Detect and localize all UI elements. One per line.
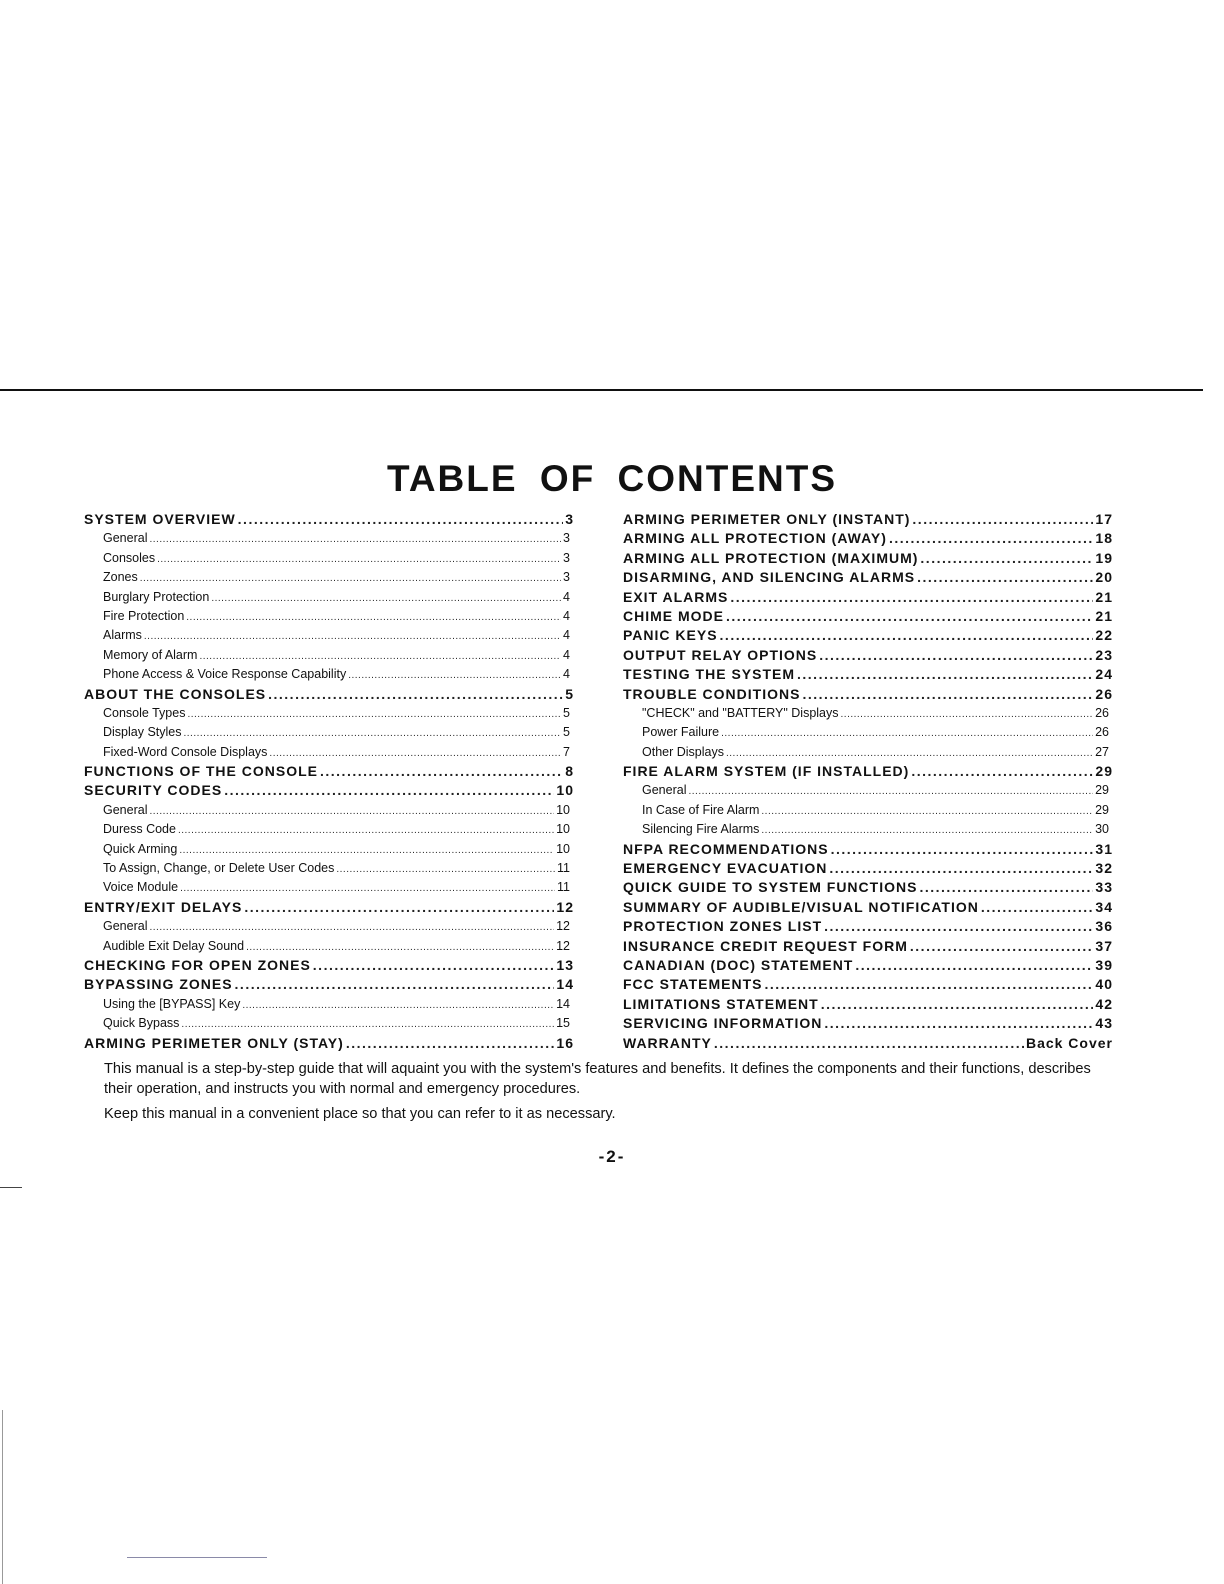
toc-entry-title: Silencing Fire Alarms <box>642 822 760 837</box>
dot-leader <box>829 859 1093 878</box>
toc-entry-title: TROUBLE CONDITIONS <box>623 685 801 702</box>
toc-entry-page: 12 <box>556 938 570 953</box>
dot-leader <box>224 781 554 800</box>
toc-entry-title: ENTRY/EXIT DELAYS <box>84 898 243 915</box>
dot-leader <box>235 975 555 994</box>
dot-leader <box>211 588 561 608</box>
toc-entry-page: 8 <box>565 763 574 780</box>
dot-leader <box>348 665 561 685</box>
toc-entry-page: 4 <box>563 589 570 604</box>
dot-leader <box>180 878 555 898</box>
dot-leader <box>269 743 561 763</box>
toc-entry[interactable] <box>84 859 574 878</box>
toc-entry-page: 30 <box>1095 822 1109 837</box>
toc-entry-title: Power Failure <box>642 725 720 740</box>
toc-entry[interactable] <box>84 607 574 626</box>
dot-leader <box>157 549 561 569</box>
dot-leader <box>824 1014 1093 1033</box>
toc-entry[interactable] <box>623 801 1113 820</box>
toc-entry-title: WARRANTY <box>623 1034 712 1051</box>
toc-entry[interactable] <box>84 626 574 645</box>
dot-leader <box>920 549 1093 568</box>
toc-entry[interactable] <box>84 917 574 936</box>
toc-entry[interactable] <box>623 898 1113 917</box>
toc-entry-title: Voice Module <box>103 880 179 895</box>
toc-entry-page: 31 <box>1095 840 1113 857</box>
toc-entry-page: 3 <box>563 570 570 585</box>
toc-entry-page: 26 <box>1095 725 1109 740</box>
toc-entry-title: Alarms <box>103 628 142 643</box>
toc-entry-title: OUTPUT RELAY OPTIONS <box>623 646 818 663</box>
toc-entry-page: 3 <box>563 531 570 546</box>
dot-leader <box>242 995 554 1015</box>
toc-entry-title: DISARMING, AND SILENCING ALARMS <box>623 569 916 586</box>
toc-entry-page: 19 <box>1095 549 1113 566</box>
toc-entry-page: Back Cover <box>1025 1034 1113 1051</box>
toc-entry[interactable] <box>84 568 574 587</box>
toc-entry[interactable] <box>623 878 1113 897</box>
dot-leader <box>184 723 562 743</box>
dot-leader <box>721 723 1093 743</box>
toc-entry[interactable] <box>623 1014 1113 1033</box>
dot-leader <box>199 646 561 666</box>
toc-entry-page: 4 <box>563 667 570 682</box>
toc-entry-page: 43 <box>1095 1015 1113 1032</box>
dot-leader <box>179 840 554 860</box>
toc-entry-title: CANADIAN (DOC) STATEMENT <box>623 956 854 973</box>
toc-entry[interactable] <box>84 762 574 781</box>
toc-entry-page: 14 <box>556 976 574 993</box>
dot-leader <box>149 529 561 549</box>
toc-entry-page: 11 <box>557 861 570 876</box>
toc-entry[interactable] <box>623 840 1113 859</box>
toc-entry-page: 29 <box>1095 802 1109 817</box>
toc-entry-title: ABOUT THE CONSOLES <box>84 685 267 702</box>
toc-entry-title: Consoles <box>103 550 156 565</box>
toc-entry-title: FUNCTIONS OF THE CONSOLE <box>84 763 318 780</box>
toc-entry-page: 36 <box>1095 918 1113 935</box>
dot-leader <box>819 646 1093 665</box>
toc-entry[interactable] <box>84 820 574 839</box>
toc-entry-page: 3 <box>563 550 570 565</box>
toc-entry[interactable] <box>84 781 574 800</box>
dot-leader <box>855 956 1093 975</box>
toc-entry-title: Using the [BYPASS] Key <box>103 996 241 1011</box>
toc-entry[interactable] <box>623 995 1113 1014</box>
toc-entry[interactable] <box>623 549 1113 568</box>
toc-entry-page: 39 <box>1095 956 1113 973</box>
toc-entry-title: To Assign, Change, or Delete User Codes <box>103 861 335 876</box>
toc-entry-page: 40 <box>1095 976 1113 993</box>
intro-paragraph: This manual is a step-by-step guide that will aquaint you with the system's features and benefits. It defines the components and their functions, describes their operation, and instructs you with normal and emergency procedures. <box>104 1061 1091 1097</box>
toc-entry-page: 23 <box>1095 646 1113 663</box>
dot-leader <box>238 510 564 529</box>
dot-leader <box>346 1034 555 1053</box>
toc-entry-page: 24 <box>1095 666 1113 683</box>
left-edge-line <box>2 1410 3 1584</box>
toc-entry-title: EXIT ALARMS <box>623 588 729 605</box>
toc-entry-page: 10 <box>556 782 574 799</box>
toc-entry-title: Fixed-Word Console Displays <box>103 744 268 759</box>
toc-entry-page: 17 <box>1095 511 1113 527</box>
toc-entry[interactable] <box>623 568 1113 587</box>
toc-entry-title: INSURANCE CREDIT REQUEST FORM <box>623 937 908 954</box>
toc-entry[interactable] <box>84 898 574 917</box>
dot-leader <box>730 588 1093 607</box>
toc-entry-page: 10 <box>556 822 570 837</box>
toc-entry[interactable] <box>84 956 574 975</box>
toc-entry[interactable] <box>84 549 574 568</box>
dot-leader <box>841 704 1094 724</box>
toc-entry-title: "CHECK" and "BATTERY" Displays <box>642 705 839 720</box>
toc-entry-title: BYPASSING ZONES <box>84 976 233 993</box>
toc-entry-page: 12 <box>556 919 570 934</box>
toc-entry[interactable] <box>84 723 574 742</box>
dot-leader <box>981 898 1094 917</box>
toc-entry-title: SERVICING INFORMATION <box>623 1015 823 1032</box>
toc-entry[interactable] <box>84 1014 574 1033</box>
toc-entry-page: 42 <box>1095 995 1113 1012</box>
toc-entry-page: 21 <box>1095 588 1113 605</box>
toc-entry[interactable] <box>84 995 574 1014</box>
toc-entry[interactable] <box>623 975 1113 994</box>
toc-entry-page: 4 <box>563 608 570 623</box>
toc-entry[interactable] <box>84 665 574 684</box>
toc-entry[interactable] <box>623 685 1113 704</box>
toc-entry[interactable] <box>84 975 574 994</box>
toc-entry[interactable] <box>84 937 574 956</box>
toc-entry[interactable] <box>623 1034 1113 1053</box>
keep-manual-note: Keep this manual in a convenient place so that you can refer to it as necessary. <box>104 1106 616 1122</box>
dot-leader <box>831 840 1094 859</box>
toc-entry-title: PROTECTION ZONES LIST <box>623 918 823 935</box>
toc-entry-title: Console Types <box>103 705 186 720</box>
toc-entry-title: FCC STATEMENTS <box>623 976 763 993</box>
toc-entry[interactable] <box>623 646 1113 665</box>
toc-right-column <box>623 510 1113 1053</box>
toc-entry[interactable] <box>84 704 574 723</box>
toc-entry-page: 26 <box>1095 685 1113 702</box>
toc-entry-title: General <box>642 783 687 798</box>
dot-leader <box>761 801 1093 821</box>
dot-leader <box>910 937 1094 956</box>
toc-entry[interactable] <box>623 510 1113 529</box>
dot-leader <box>688 781 1093 801</box>
toc-entry-page: 18 <box>1095 530 1113 547</box>
toc-entry[interactable] <box>84 588 574 607</box>
dot-leader <box>889 529 1093 548</box>
top-rule <box>0 389 1203 391</box>
toc-entry-title: Duress Code <box>103 822 176 837</box>
toc-entry-title: In Case of Fire Alarm <box>642 802 760 817</box>
toc-entry-title: ARMING ALL PROTECTION (MAXIMUM) <box>623 549 919 566</box>
toc-entry-title: QUICK GUIDE TO SYSTEM FUNCTIONS <box>623 879 918 896</box>
toc-entry[interactable] <box>84 840 574 859</box>
dot-leader <box>181 1014 554 1034</box>
toc-entry-title: Audible Exit Delay Sound <box>103 938 245 953</box>
toc-entry[interactable] <box>84 685 574 704</box>
toc-entry-page: 4 <box>563 628 570 643</box>
dot-leader <box>336 859 555 879</box>
dot-leader <box>149 801 554 821</box>
toc-entry-page: 7 <box>563 744 570 759</box>
toc-entry[interactable] <box>84 529 574 548</box>
toc-entry[interactable] <box>623 665 1113 684</box>
toc-entry[interactable] <box>84 743 574 762</box>
toc-entry-page: 5 <box>565 685 574 702</box>
toc-entry-title: SECURITY CODES <box>84 782 223 799</box>
toc-entry-page: 5 <box>563 725 570 740</box>
toc-entry-title: General <box>103 802 148 817</box>
toc-entry-page: 22 <box>1095 627 1113 644</box>
toc-entry-title: Zones <box>103 570 138 585</box>
toc-entry-page: 5 <box>563 705 570 720</box>
dot-leader <box>726 607 1093 626</box>
toc-entry-title: Quick Bypass <box>103 1016 180 1031</box>
page-title: TABLE OF CONTENTS <box>386 458 837 499</box>
toc-entry[interactable] <box>623 820 1113 839</box>
toc-entry-page: 4 <box>563 647 570 662</box>
dot-leader <box>140 568 561 588</box>
dot-leader <box>186 607 561 627</box>
left-margin-mark <box>0 1187 22 1188</box>
toc-entry-title: SUMMARY OF AUDIBLE/VISUAL NOTIFICATION <box>623 898 979 915</box>
dot-leader <box>144 626 561 646</box>
toc-entry-page: 20 <box>1095 569 1113 586</box>
toc-entry-title: Other Displays <box>642 744 724 759</box>
toc-entry-page: 33 <box>1095 879 1113 896</box>
toc-entry-title: Phone Access & Voice Response Capability <box>103 667 347 682</box>
toc-entry-title: Display Styles <box>103 725 182 740</box>
dot-leader <box>911 762 1093 781</box>
dot-leader <box>313 956 555 975</box>
toc-entry[interactable] <box>623 626 1113 645</box>
toc-entry-title: General <box>103 531 148 546</box>
dot-leader <box>917 568 1093 587</box>
toc-entry-page: 21 <box>1095 607 1113 624</box>
toc-entry-title: Memory of Alarm <box>103 647 198 662</box>
bottom-mark <box>127 1557 267 1558</box>
dot-leader <box>246 937 554 957</box>
toc-entry-title: ARMING ALL PROTECTION (AWAY) <box>623 530 887 547</box>
dot-leader <box>912 510 1093 529</box>
toc-entry-page: 37 <box>1095 937 1113 954</box>
dot-leader <box>764 975 1093 994</box>
toc-entry[interactable] <box>623 956 1113 975</box>
toc-entry[interactable] <box>84 646 574 665</box>
toc-entry-title: FIRE ALARM SYSTEM (IF INSTALLED) <box>623 763 910 780</box>
dot-leader <box>919 878 1093 897</box>
toc-entry[interactable] <box>623 937 1113 956</box>
toc-entry[interactable] <box>623 743 1113 762</box>
toc-entry-title: Burglary Protection <box>103 589 210 604</box>
toc-left-column <box>84 510 574 1053</box>
toc-entry-page: 29 <box>1095 783 1109 798</box>
toc-entry-page: 11 <box>557 880 570 895</box>
toc-entry[interactable] <box>623 529 1113 548</box>
toc-entry[interactable] <box>84 510 574 529</box>
toc-entry[interactable] <box>84 1034 574 1053</box>
dot-leader <box>187 704 561 724</box>
toc-entry[interactable] <box>623 859 1113 878</box>
toc-entry-page: 29 <box>1095 763 1113 780</box>
toc-entry[interactable] <box>84 801 574 820</box>
dot-leader <box>320 762 563 781</box>
dot-leader <box>714 1034 1024 1053</box>
toc-entry-page: 10 <box>556 841 570 856</box>
dot-leader <box>824 917 1093 936</box>
toc-entry-title: PANIC KEYS <box>623 627 718 644</box>
toc-entry-page: 34 <box>1095 898 1113 915</box>
toc-entry-page: 3 <box>565 511 574 527</box>
toc-entry-title: TESTING THE SYSTEM <box>623 666 796 683</box>
page-number: -2- <box>598 1147 626 1166</box>
toc-entry-title: LIMITATIONS STATEMENT <box>623 995 819 1012</box>
toc-entry-title: NFPA RECOMMENDATIONS <box>623 840 829 857</box>
toc-entry-title: CHECKING FOR OPEN ZONES <box>84 956 311 973</box>
toc-entry-page: 15 <box>556 1016 570 1031</box>
toc-entry-page: 26 <box>1095 705 1109 720</box>
dot-leader <box>821 995 1094 1014</box>
toc-entry[interactable] <box>623 917 1113 936</box>
toc-entry-title: CHIME MODE <box>623 607 724 624</box>
toc-entry-page: 27 <box>1095 744 1109 759</box>
toc-entry-page: 12 <box>556 898 574 915</box>
toc-entry-title: EMERGENCY EVACUATION <box>623 860 828 877</box>
toc-entry-title: ARMING PERIMETER ONLY (STAY) <box>84 1034 344 1051</box>
dot-leader <box>720 626 1094 645</box>
dot-leader <box>726 743 1093 763</box>
toc-entry-page: 10 <box>556 802 570 817</box>
dot-leader <box>802 685 1093 704</box>
toc-entry[interactable] <box>623 588 1113 607</box>
dot-leader <box>268 685 563 704</box>
toc-entry-page: 32 <box>1095 860 1113 877</box>
toc-entry[interactable] <box>623 762 1113 781</box>
toc-entry[interactable] <box>623 607 1113 626</box>
toc-entry[interactable] <box>84 878 574 897</box>
toc-entry-title: General <box>103 919 148 934</box>
toc-entry[interactable] <box>623 704 1113 723</box>
toc-entry-page: 16 <box>556 1034 574 1051</box>
toc-entry-page: 14 <box>556 996 570 1011</box>
dot-leader <box>178 820 554 840</box>
toc-entry-title: Quick Arming <box>103 841 178 856</box>
toc-entry-title: SYSTEM OVERVIEW <box>84 511 236 527</box>
toc-entry-title: Fire Protection <box>103 608 185 623</box>
toc-entry-title: ARMING PERIMETER ONLY (INSTANT) <box>623 511 911 527</box>
dot-leader <box>761 820 1093 840</box>
dot-leader <box>244 898 554 917</box>
dot-leader <box>797 665 1093 684</box>
toc-entry[interactable] <box>623 781 1113 800</box>
toc-entry[interactable] <box>623 723 1113 742</box>
toc-entry-page: 13 <box>556 956 574 973</box>
dot-leader <box>149 917 554 937</box>
